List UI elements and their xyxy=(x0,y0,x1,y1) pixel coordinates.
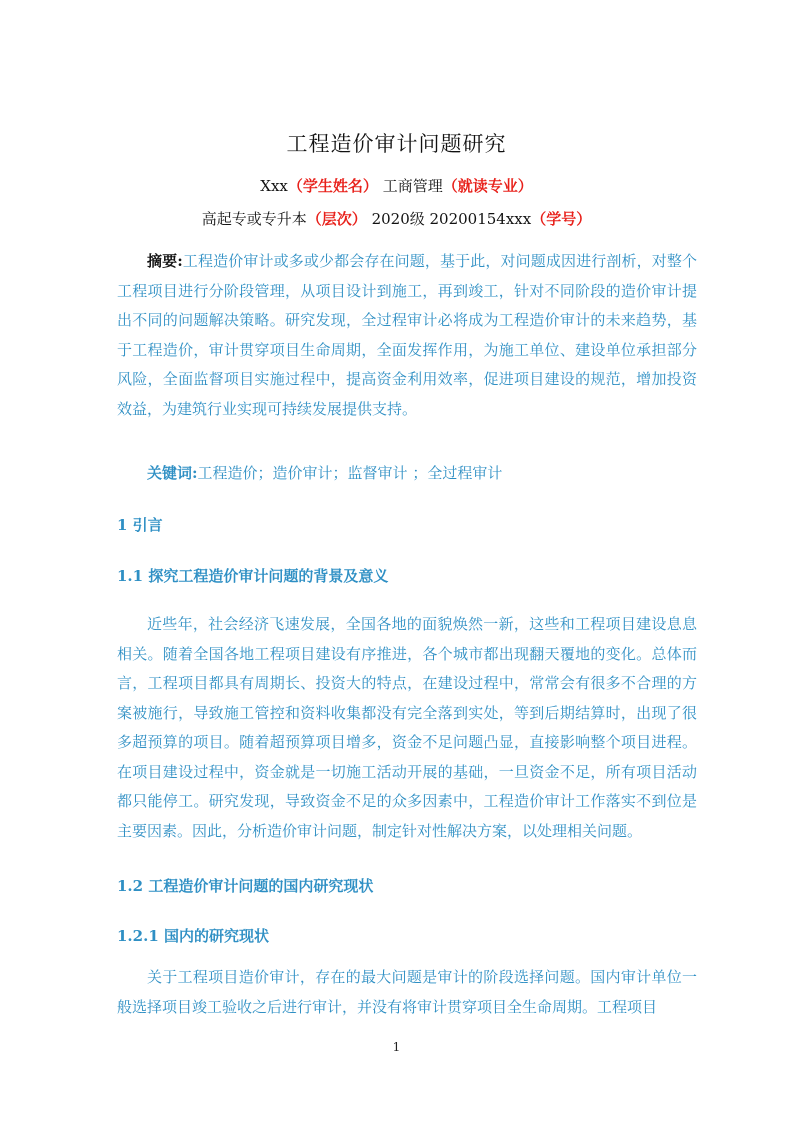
keywords xyxy=(147,462,502,483)
keywords-text: 工程造价；造价审计；监督审计 ；全过程审计 xyxy=(197,464,503,482)
id-note: （学号） xyxy=(531,210,592,228)
study-level: 高起专或专升本 xyxy=(201,210,307,228)
abstract-label: 摘要: xyxy=(147,252,183,270)
level-line xyxy=(0,208,793,229)
major-note: （就读专业） xyxy=(442,177,533,195)
paragraph-2: 关于工程项目造价审计，存在的最大问题是审计的阶段选择问题。国内审计单位一般选择项目竣工验收之后进行审计，并没有将审计贯穿项目全生命周期。工程项目 xyxy=(117,968,697,1016)
author-line xyxy=(0,175,793,196)
heading-1-2-1: 1.2.1 国内的研究现状 xyxy=(117,927,269,945)
paragraph-1: 近些年，社会经济飞速发展，全国各地的面貌焕然一新，这些和工程项目建设息息相关。随着全国各地工程项目建设有序推进，各个城市都出现翻天覆地的变化。总体而言，工程项目都具有周期长、投资大的特点，在建设过程中，常常会有很多不合理的方案被施行，导致施工管控和资料收集都没有完全落到实处，等到后期结算时，出现了很多超预算的项目。随着超预算项目增多，资金不足问题凸显，直接影响整个项目进程。在项目建设过程中，资金就是一切施工活动开展的基础，一旦资金不足，所有项目活动都只能停工。研究发现，导致资金不足的众多因素中，工程造价审计工作落实不到位是主要因素。因此，分析造价审计问题，制定针对性解决方案，以处理相关问题。 xyxy=(117,615,697,840)
abstract xyxy=(117,247,697,424)
page-number: 1 xyxy=(392,1040,401,1054)
paper-title: 工程造价审计问题研究 xyxy=(286,132,507,156)
keywords-label: 关键词: xyxy=(147,464,198,482)
student-name-note: （学生姓名） xyxy=(287,177,378,195)
grade-and-id: 2020级 20200154xxx xyxy=(371,210,532,228)
heading-1: 1 引言 xyxy=(117,516,163,534)
abstract-text: 工程造价审计或多或少都会存在问题，基于此，对问题成因进行剖析，对整个工程项目进行分阶段管理，从项目设计到施工，再到竣工，针对不同阶段的造价审计提出不同的问题解决策略。研究发现，全过程审计必将成为工程造价审计的未来趋势，基于工程造价，审计贯穿项目生命周期，全面发挥作用，为施工单位、建设单位承担部分风险，全面监督项目实施过程中，提高资金利用效率，促进项目建设的规范，增加投资效益，为建筑行业实现可持续发展提供支持。 xyxy=(117,252,697,418)
student-name: Xxx xyxy=(260,177,288,195)
heading-1-2: 1.2 工程造价审计问题的国内研究现状 xyxy=(117,877,374,895)
level-note: （层次） xyxy=(306,210,367,228)
major: 工商管理 xyxy=(382,177,443,195)
heading-1-1: 1.1 探究工程造价审计问题的背景及意义 xyxy=(117,567,389,585)
